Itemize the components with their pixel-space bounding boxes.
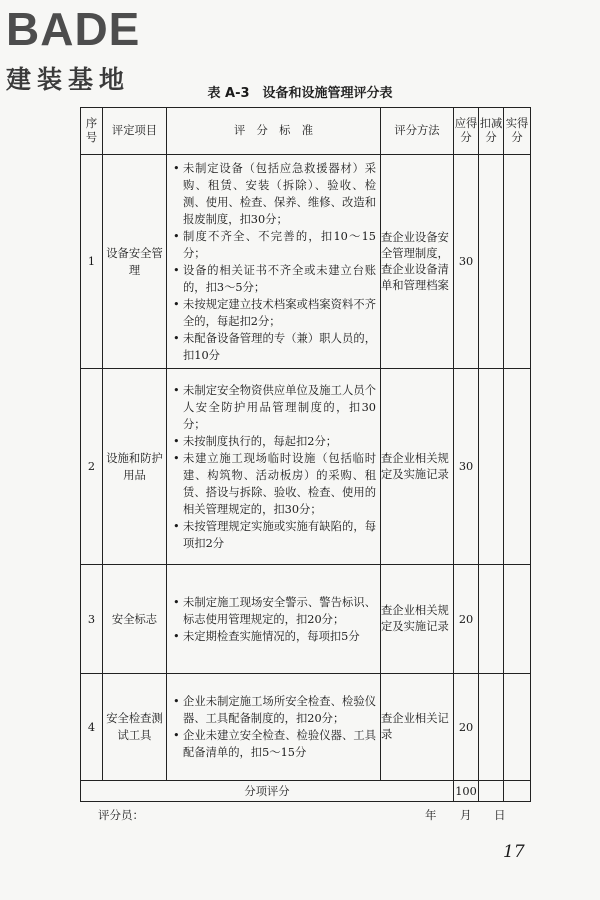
subtotal-deduct-cell[interactable] — [479, 781, 504, 802]
row-deduct-cell[interactable] — [479, 674, 504, 781]
row-item: 安全检查测试工具 — [103, 674, 167, 781]
criteria-item: • 未按管理规定实施或实施有缺陷的，每项扣2分 — [173, 518, 376, 552]
criteria-item: • 未制定施工现场安全警示、警告标识、标志使用管理规定的，扣20分； — [173, 594, 376, 628]
row-method: 查企业相关记录 — [381, 674, 454, 781]
header-deduct: 扣减分 — [479, 108, 504, 155]
criteria-item: • 未建立施工现场临时设施（包括临时建、构筑物、活动板房）的采购、租赁、搭设与拆除、验收、检查、使用的相关管理规定的，扣30分； — [173, 450, 376, 518]
row-criteria — [167, 155, 381, 369]
row-item: 设施和防护用品 — [103, 369, 167, 565]
logo-wordmark: BADE — [6, 3, 141, 55]
subtotal-actual-cell[interactable] — [504, 781, 531, 802]
criteria-item: • 企业未建立安全检查、检验仪器、工具配备清单的，扣5～15分 — [173, 727, 376, 761]
table-title: 表 A-3 设备和设施管理评分表 — [207, 86, 393, 101]
row-no: 1 — [81, 155, 103, 369]
criteria-item: • 企业未制定施工场所安全检查、检验仪器、工具配备制度的，扣20分； — [173, 693, 376, 727]
row-method: 查企业相关规定及实施记录 — [381, 565, 454, 674]
table-row — [81, 674, 531, 781]
row-deduct-cell[interactable] — [479, 565, 504, 674]
row-no: 3 — [81, 565, 103, 674]
row-method: 查企业设备安全管理制度，查企业设备清单和管理档案 — [381, 155, 454, 369]
scoring-table — [80, 107, 531, 802]
subtotal-label: 分项评分 — [81, 781, 454, 802]
subtotal-row — [81, 781, 531, 802]
logo-subtitle: 建装基地 — [6, 65, 131, 94]
row-actual-cell[interactable] — [504, 565, 531, 674]
header-full-score: 应得分 — [454, 108, 479, 155]
header-item: 评定项目 — [103, 108, 167, 155]
row-actual-cell[interactable] — [504, 155, 531, 369]
criteria-item: • 未按制度执行的，每起扣2分； — [173, 433, 376, 450]
header-criteria: 评 分 标 准 — [167, 108, 381, 155]
header-row — [81, 108, 531, 155]
row-criteria — [167, 369, 381, 565]
row-criteria — [167, 674, 381, 781]
row-score: 20 — [454, 674, 479, 781]
row-criteria — [167, 565, 381, 674]
row-score: 30 — [454, 369, 479, 565]
page-number: 17 — [503, 842, 525, 862]
header-actual: 实得分 — [504, 108, 531, 155]
footer-year: 年 — [425, 808, 437, 822]
subtotal-score: 100 — [454, 781, 479, 802]
criteria-item: • 未配备设备管理的专（兼）职人员的，扣10分 — [173, 330, 376, 364]
scorer-label: 评分员： — [98, 808, 144, 822]
row-no: 2 — [81, 369, 103, 565]
row-no: 4 — [81, 674, 103, 781]
table-row — [81, 565, 531, 674]
table-row — [81, 155, 531, 369]
header-no: 序号 — [81, 108, 103, 155]
row-score: 20 — [454, 565, 479, 674]
row-deduct-cell[interactable] — [479, 369, 504, 565]
criteria-item: • 未定期检查实施情况的，每项扣5分 — [173, 628, 376, 645]
criteria-item: • 未制定设备（包括应急救援器材）采购、租赁、安装（拆除）、验收、检测、使用、检查、保养、维修、改造和报废制度，扣30分； — [173, 160, 376, 228]
row-deduct-cell[interactable] — [479, 155, 504, 369]
footer-month: 月 — [460, 808, 472, 822]
header-method: 评分方法 — [381, 108, 454, 155]
row-score: 30 — [454, 155, 479, 369]
row-actual-cell[interactable] — [504, 674, 531, 781]
criteria-item: • 设备的相关证书不齐全或未建立台账的，扣3～5分； — [173, 262, 376, 296]
criteria-item: • 制度不齐全、不完善的，扣10～15分； — [173, 228, 376, 262]
footer-day: 日 — [494, 808, 506, 822]
row-item: 设备安全管理 — [103, 155, 167, 369]
row-actual-cell[interactable] — [504, 369, 531, 565]
criteria-item: • 未按规定建立技术档案或档案资料不齐全的，每起扣2分； — [173, 296, 376, 330]
criteria-item: • 未制定安全物资供应单位及施工人员个人安全防护用品管理制度的，扣30分； — [173, 382, 376, 433]
table-row — [81, 369, 531, 565]
row-method: 查企业相关规定及实施记录 — [381, 369, 454, 565]
row-item: 安全标志 — [103, 565, 167, 674]
